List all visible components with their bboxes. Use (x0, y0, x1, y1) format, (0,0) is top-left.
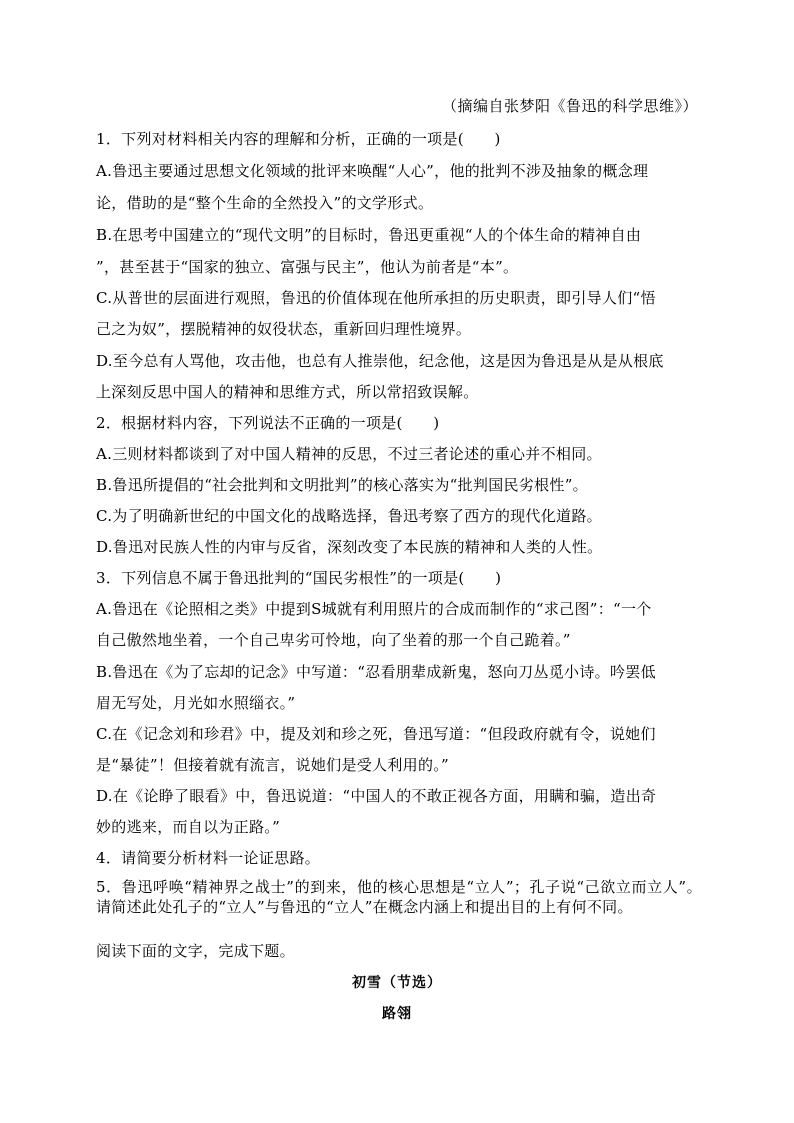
q2-option-c: C.为了明确新世纪的中国文化的战略选择，鲁迅考察了西方的现代化道路。 (96, 507, 602, 525)
q1-option-c-line1: C.从普世的层面进行观照，鲁迅的价值体现在他所承担的历史职责，即引导人们“悟 (96, 289, 656, 307)
passage-author: 路翎 (382, 1006, 412, 1022)
question-5: 5．鲁迅呼唤“精神界之战士”的到来，他的核心思想是“立人”；孔子说“己欲立而立人”。请简述此处孔子的“立人”与鲁迅的“立人”在概念内涵上和提出目的上有何不同。 (96, 878, 702, 916)
q1-option-d-line2: 上深刻反思中国人的精神和思维方式，所以常招致误解。 (96, 383, 479, 401)
q3-option-b-line2: 眉无写处，月光如水照缁衣。” (96, 694, 296, 712)
question-3-stem: 3．下列信息不属于鲁迅批判的“国民劣根性”的一项是( ) (96, 569, 502, 587)
q1-option-b-line2: ”，甚至甚于“国家的独立、富强与民主”，他认为前者是“本”。 (96, 258, 519, 276)
q1-option-a-line2: 论，借助的是“整个生命的全然投入”的文学形式。 (96, 194, 434, 212)
q3-option-c-line1: C.在《记念刘和珍君》中，提及刘和珍之死，鲁迅写道：“但段政府就有令，说她们 (96, 725, 656, 743)
passage-title: 初雪（节选） (352, 975, 442, 991)
reading-instruction: 阅读下面的文字，完成下题。 (96, 942, 295, 960)
q2-option-d: D.鲁迅对民族人性的内审与反省，深刻改变了本民族的精神和人类的人性。 (96, 538, 603, 556)
q1-option-d-line1: D.至今总有人骂他，攻击他，也总有人推崇他，纪念他，这是因为鲁迅是从是从根底 (96, 352, 664, 370)
q1-option-b-line1: B.在思考中国建立的“现代文明”的目标时，鲁迅更重视“人的个体生命的精神自由 (96, 226, 642, 244)
source-citation: （摘编自张梦阳《鲁迅的科学思维》） (441, 97, 698, 115)
q3-option-b-line1: B.鲁迅在《为了忘却的记念》中写道：“忍看朋辈成新鬼，怒向刀丛觅小诗。吟罢低 (96, 663, 656, 681)
question-4: 4．请简要分析材料一论证思路。 (96, 849, 321, 867)
q1-option-c-line2: 己之为奴”，摆脱精神的奴役状态，重新回归理性境界。 (96, 320, 472, 338)
q3-option-a-line2: 自己傲然地坐着，一个自己卑劣可怜地，向了坐着的那一个自己跪着。” (96, 631, 571, 649)
question-2-stem: 2．根据材料内容，下列说法不正确的一项是( ) (96, 414, 440, 432)
q3-option-d-line1: D.在《论睁了眼看》中，鲁迅说道：“中国人的不敢正视各方面，用瞒和骗，造出奇 (96, 787, 657, 805)
q3-option-a-line1: A.鲁迅在《论照相之类》中提到S城就有利用照片的合成而制作的“求己图”：“一个 (96, 600, 652, 618)
q2-option-a: A.三则材料都谈到了对中国人精神的反思，不过三者论述的重心并不相同。 (96, 445, 602, 463)
q1-option-a-line1: A.鲁迅主要通过思想文化领域的批评来唤醒“人心”，他的批判不涉及抽象的概念理 (96, 162, 649, 180)
q3-option-c-line2: 是“暴徒”！但接着就有流言，说她们是受人利用的。” (96, 756, 450, 774)
q3-option-d-line2: 妙的逃来，而自以为正路。” (96, 818, 281, 836)
question-1-stem: 1．下列对材料相关内容的理解和分析，正确的一项是( ) (96, 130, 501, 148)
q2-option-b: B.鲁迅所提倡的“社会批判和文明批判”的核心落实为“批判国民劣根性”。 (96, 476, 588, 494)
